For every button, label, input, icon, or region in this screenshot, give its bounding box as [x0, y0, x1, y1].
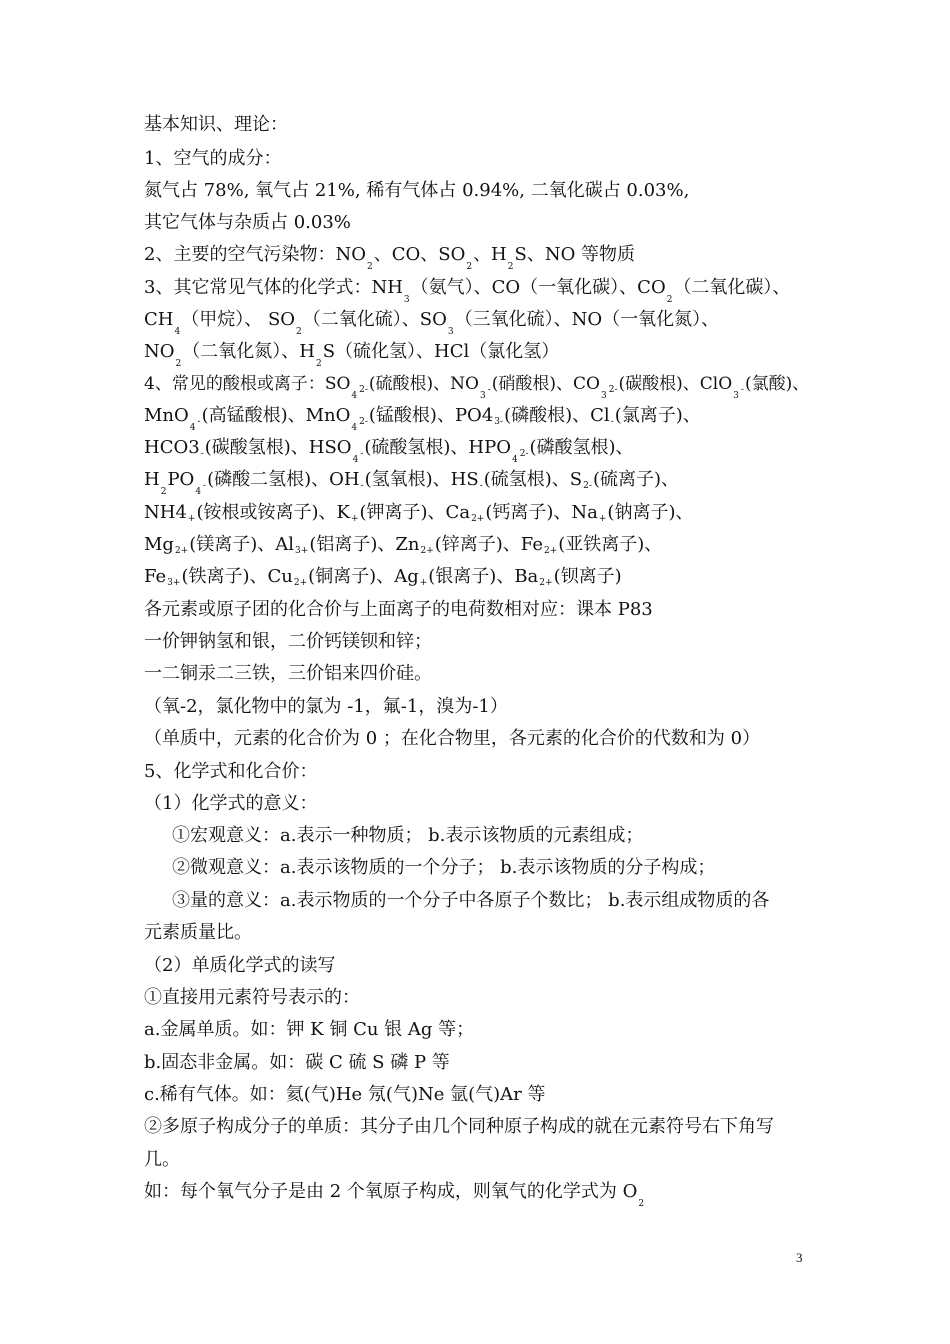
text-line: 3、其它常见气体的化学式：$NH_3$（氨气）、CO（一氧化碳）、$CO_2$（二氧化碳）、	[144, 277, 791, 305]
text-line: 其它气体与杂质占 0.03%	[144, 212, 351, 233]
text-line: （1）化学式的意义：	[144, 793, 318, 814]
text-line: $H_2PO_4^-$(磷酸二氢根)、OH-(氢氧根)、HS-(硫氢根)、$S^{2-}$(硫离子)、	[144, 469, 679, 497]
text-line: 一二铜汞二三铁，三价铝来四价硅。	[144, 663, 432, 684]
text-line: 一价钾钠氢和银，二价钙镁钡和锌；	[144, 631, 432, 652]
text-line: ②多原子构成分子的单质：其分子由几个同种原子构成的就在元素符号右下角写	[144, 1116, 774, 1137]
text-line: ③量的意义：a.表示物质的一个分子中各原子个数比； b.表示组成物质的各	[172, 890, 770, 911]
section-heading: 5、化学式和化合价：	[144, 761, 318, 782]
text-line: （单质中，元素的化合价为 0 ；在化合物里，各元素的化合价的代数和为 0）	[144, 728, 761, 749]
text-line: $NO_2$（二氧化氮）、$H_2S$（硫化氢）、HCl（氯化氢）	[144, 341, 560, 369]
text-line: ①宏观意义：a.表示一种物质； b.表示该物质的元素组成；	[172, 825, 644, 846]
text-line: 2、主要的空气污染物：$NO_2$、CO、$SO_2$、$H_2S$、NO 等物质	[144, 244, 636, 272]
text-line: $CH_4$（甲烷）、 $SO_2$（二氧化硫）、$SO_3$（三氧化硫）、NO（一氧化氮）、	[144, 309, 720, 337]
text-line: c.稀有气体。如：氦(气)He 氖(气)Ne 氩(气)Ar 等	[144, 1084, 546, 1105]
text-line: $Mg^{2+}$(镁离子)、$Al^{3+}$(铝离子)、$Zn^{2+}$(锌离子)、$Fe^{2+}$(亚铁离子)、	[144, 534, 663, 556]
text-line: 各元素或原子团的化合价与上面离子的电荷数相对应：课本 P83	[144, 599, 653, 620]
text-line: （氧-2，氯化物中的氯为 -1，氟-1，溴为-1）	[144, 696, 508, 717]
text-line: a.金属单质。如：钾 K 铜 Cu 银 Ag 等；	[144, 1019, 475, 1040]
text-line: $Fe^{3+}$(铁离子)、$Cu^{2+}$(铜离子)、Ag+(银离子)、$Ba^{2+}$(钡离子)	[144, 566, 622, 588]
text-line: 1、空气的成分：	[144, 148, 282, 169]
text-line: 几。	[144, 1149, 180, 1170]
text-line: ②微观意义：a.表示该物质的一个分子； b.表示该物质的分子构成；	[172, 857, 716, 878]
text-line: HCO3-(碳酸氢根)、$HSO_4^-$(硫酸氢根)、$HPO_4^{2-}$(磷酸氢根)、	[144, 437, 634, 465]
page-number: 3	[796, 1250, 803, 1265]
text-line: 元素质量比。	[144, 922, 252, 943]
text-line: ①直接用元素符号表示的：	[144, 987, 360, 1008]
text-line: b.固态非金属。如：碳 C 硫 S 磷 P 等	[144, 1052, 450, 1073]
text-line: 如：每个氧气分子是由 2 个氧原子构成，则氧气的化学式为 $O_2$	[144, 1181, 645, 1209]
text-line: 氮气占 78%, 氧气占 21%, 稀有气体占 0.94%, 二氧化碳占 0.03%,	[144, 180, 690, 201]
text-line: 基本知识、理论：	[144, 114, 288, 135]
text-line: 4、常见的酸根或离子：$SO_4^{2-}$(硫酸根)、$NO_3^-$(硝酸根)、$CO_3^{2-}$(碳酸根)、ClO$_3$-(氯酸)、	[144, 374, 810, 401]
text-line: （2）单质化学式的读写	[144, 955, 336, 976]
text-line: NH4+(铵根或铵离子)、K+(钾离子)、$Ca^{2+}$(钙离子)、Na+(钠离子)、	[144, 502, 694, 524]
text-line: MnO$_4$-(高锰酸根)、MnO$_4^{2-}$(锰酸根)、$PO4^{3-}$(磷酸根)、Cl-(氯离子)、	[144, 405, 701, 433]
